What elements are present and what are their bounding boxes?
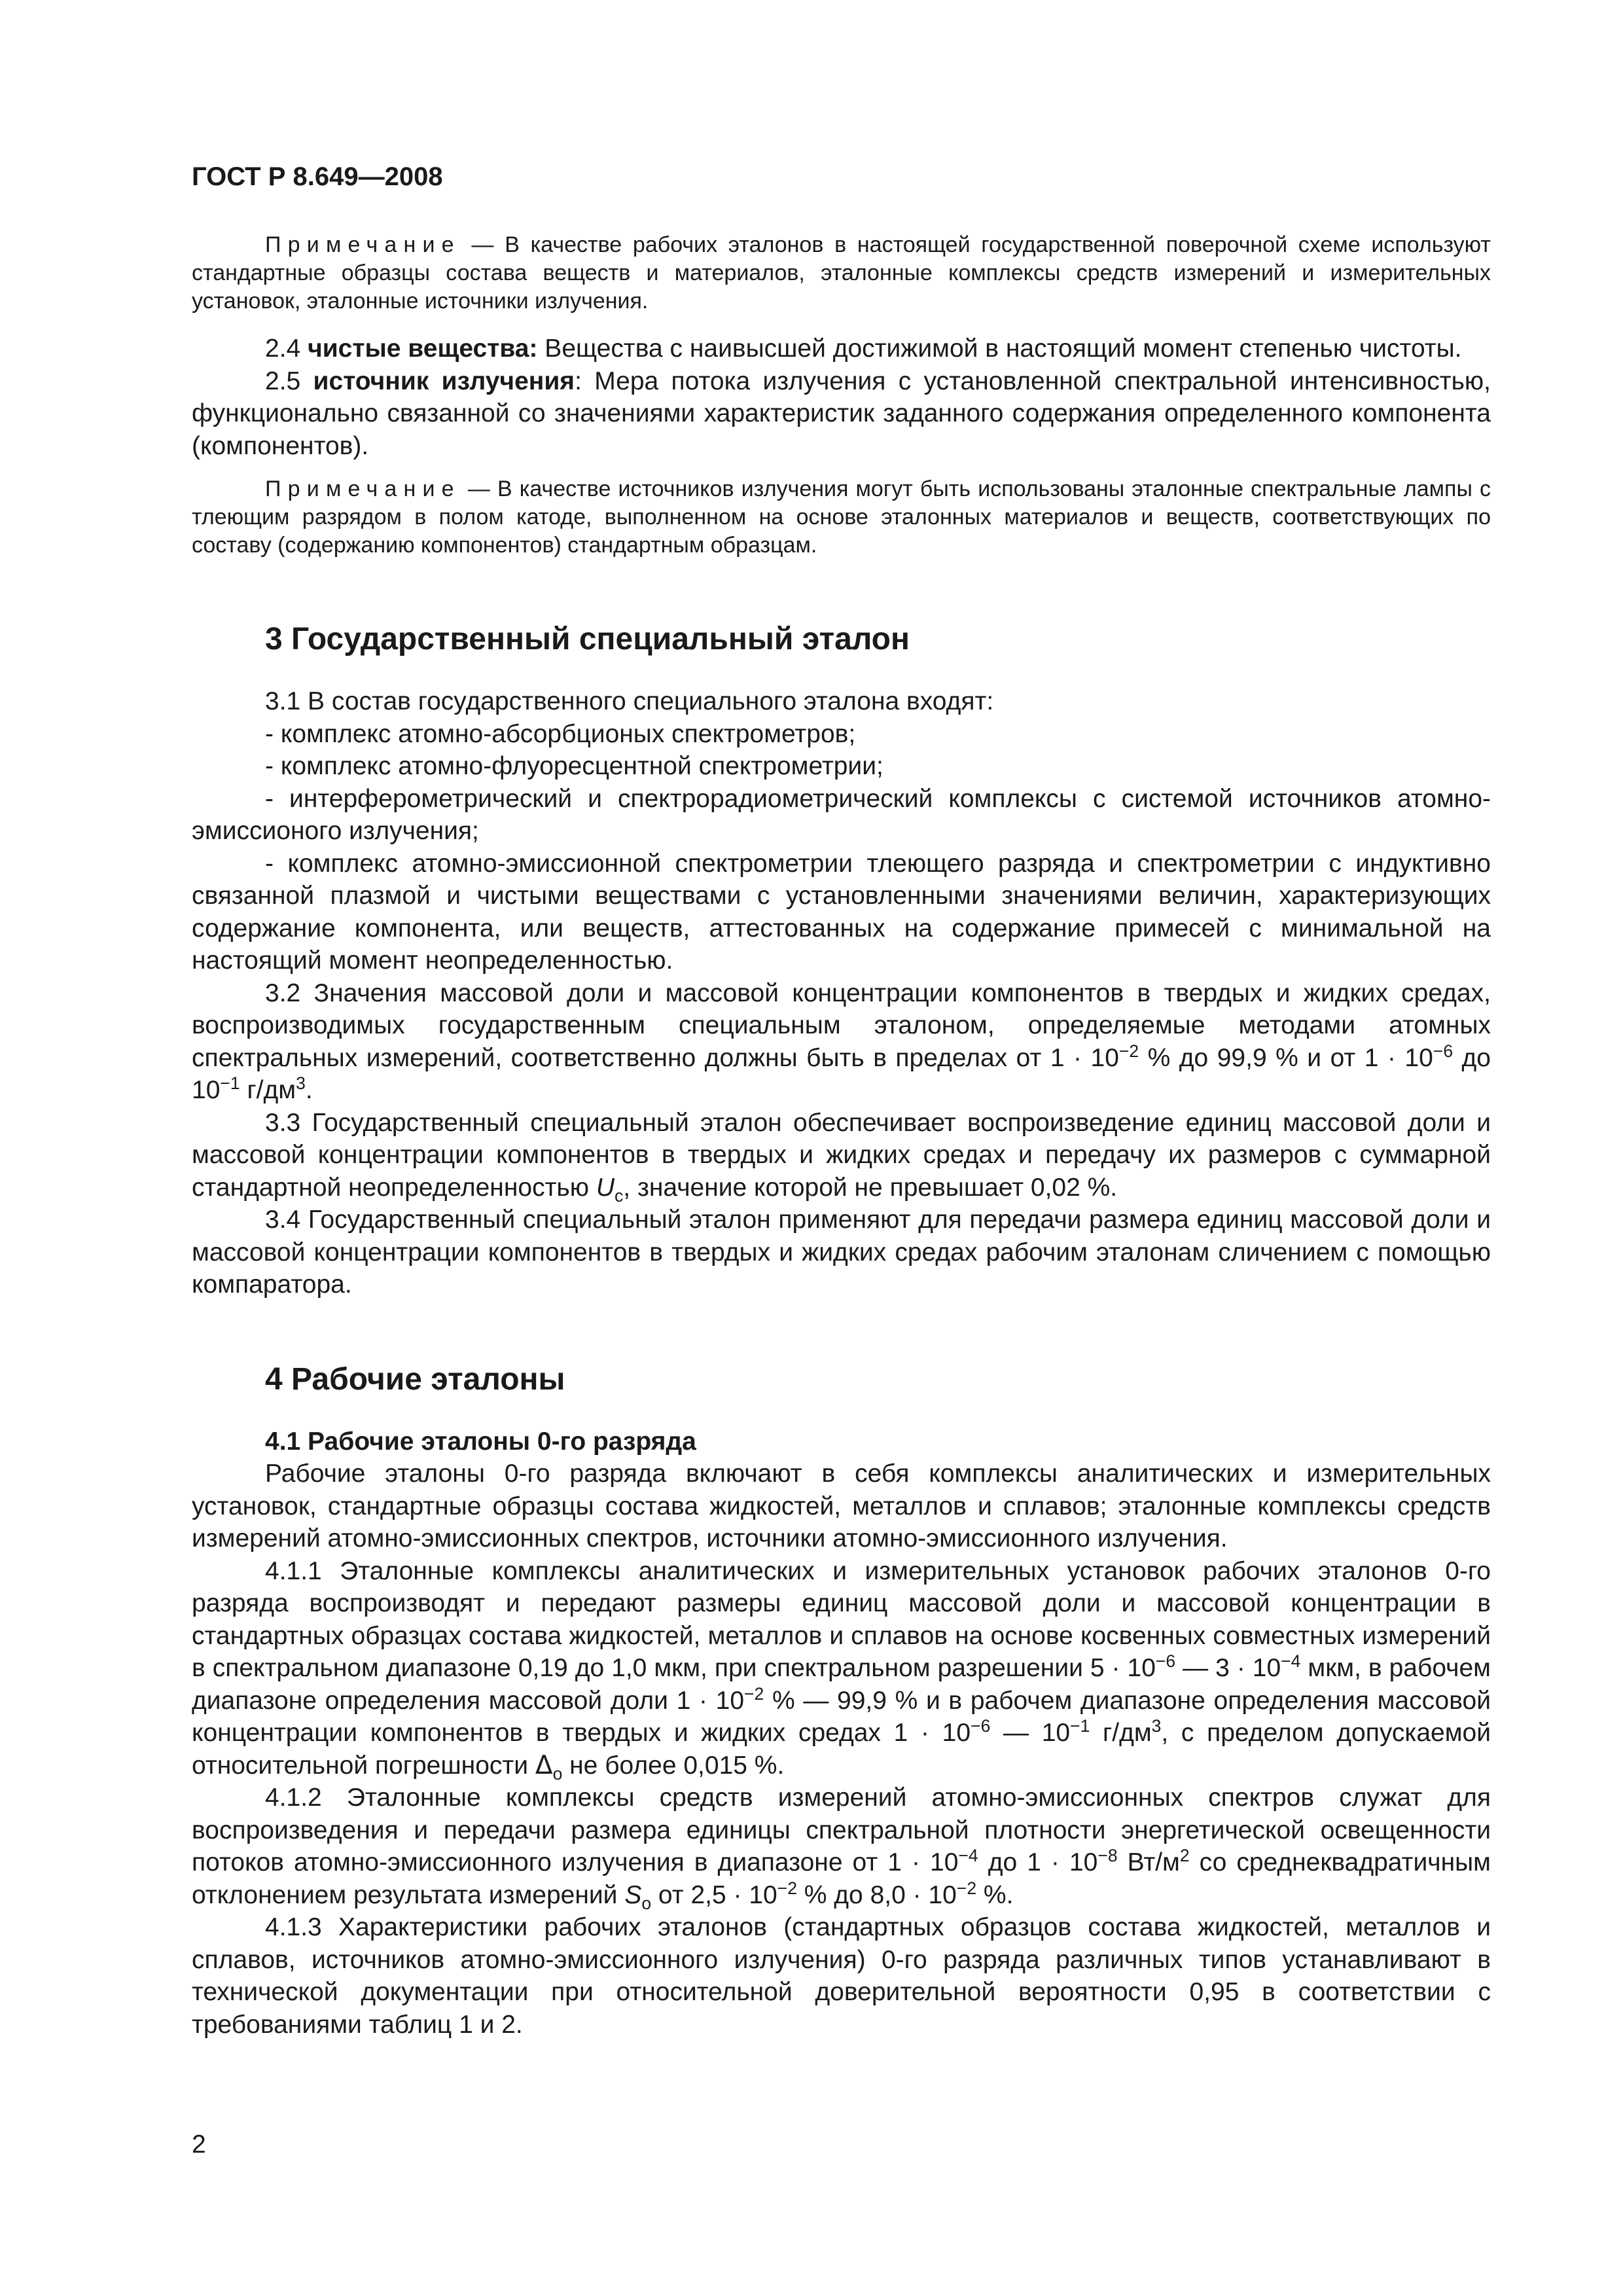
subsection-heading: 4.1 Рабочие эталоны 0-го разряда [265, 1427, 696, 1456]
document-page [192, 160, 1491, 2041]
definition-text: Вещества с наивысшей достижимой в настоящий момент степенью чистоты. [537, 334, 1462, 363]
definition-text: : Мера потока излучения с установленной спектральной интенсивностью, функционально связанной со значениями характеристик заданного содержания определенного компонента (компонентов). [192, 367, 1491, 460]
list-item: - комплекс атомно-абсорбционых спектрометров; [265, 719, 856, 748]
section-heading: 4 Рабочие эталоны [265, 1361, 565, 1397]
definition-2-4 [192, 332, 1491, 365]
definition-2-5 [192, 365, 1491, 463]
paragraph-4-1-1: 4.1.1 Эталонные комплексы аналитических и измерительных установок рабочих эталонов 0-го разряда воспроизводят и передают размеры единиц массовой доли и массовой концентрации в стандартных образцах состава жидкостей, металлов и сплавов на основе косвенных совместных измерений в спектральном диапазоне 0,19 до 1,0 мкм, при спектральном разрешении $5 \cdot 10^{-6}$ — $3 \cdot 10^{-4}$ мкм, в рабочем диапазоне определения массовой доли $1 \cdot 10^{-2}$ % — 99,9 % и в рабочем диапазоне определения массовой концентрации компонентов в твердых и жидких средах $1 \cdot 10^{-6}$ — $10^{-1}$ $г/дм^3$, с пределом допускаемой относительной погрешности $\Delta_о$ не более 0,015 %. [192, 1556, 1491, 1784]
clause-number: 2.4 [265, 334, 301, 363]
document-header: ГОСТ Р 8.649—2008 [192, 162, 443, 191]
paragraph-3-1: 3.1 В состав государственного специального эталона входят: [265, 687, 994, 715]
paragraph-3-3: 3.3 Государственный специальный эталон обеспечивает воспроизведение единиц массовой доли и массовой концентрации компонентов в твердых и жидких средах и передачу их размеров с суммарной стандартной неопределенностью $U_c$, значение которой не превышает 0,02 %. [192, 1108, 1491, 1206]
paragraph-4-1-3: 4.1.3 Характеристики рабочих эталонов (стандартных образцов состава жидкостей, металлов и сплавов, источников атомно-эмиссионного излучения) 0-го разряда различных типов устанавливают в технической документации при относительной доверительной вероятности 0,95 в соответствии с требованиями таблиц 1 и 2. [192, 1913, 1491, 2039]
list-item: - интерферометрический и спектрорадиометрический комплексы с системой источников атомно-эмиссионого излучения; [192, 784, 1491, 845]
term: чистые вещества: [308, 334, 538, 363]
section-heading: 3 Государственный специальный эталон [265, 622, 910, 656]
paragraph-4-1-2: 4.1.2 Эталонные комплексы средств измерений атомно-эмиссионных спектров служат для воспроизведения и передачи размера единицы спектральной плотности энергетической освещенности потоков атомно-эмиссионного излучения в диапазоне от $1 \cdot 10^{-4}$ до $1 \cdot 10^{-8}$ $Вт/м^2$ со среднеквадратичным отклонением результата измерений $S_о$ от $2,5 \cdot 10^{-2}$ % до $8,0 \cdot 10^{-2}$ %. [192, 1784, 1491, 1913]
note-label: Примечание [265, 232, 461, 257]
note-text: — В качестве источников излучения могут быть использованы эталонные спектральные лампы с тлеющим разрядом в полом катоде, выполненном на основе эталонных материалов и веществ, соответствующих по составу (содержанию компонентов) стандартным образцам. [192, 476, 1491, 558]
note-label: Примечание [265, 476, 461, 501]
paragraph-3-2: 3.2 Значения массовой доли и массовой концентрации компонентов в твердых и жидких средах, воспроизводимых государственным специальным эталоном, определяемые методами атомных спектральных измерений, соответственно должны быть в пределах от $1 \cdot 10^{-2}$ % до 99,9 % и от $1 \cdot 10^{-6}$ до $10^{-1}$ $г/дм^3$. [192, 978, 1491, 1104]
list-item: - комплекс атомно-флуоресцентной спектрометрии; [265, 752, 883, 780]
term: источник излучения [313, 367, 575, 395]
paragraph-3-4: 3.4 Государственный специальный эталон применяют для передачи размера единиц массовой доли и массовой концентрации компонентов в твердых и жидких средах рабочим эталонам сличением с помощью компаратора. [192, 1206, 1491, 1299]
note-paragraph [192, 475, 1491, 560]
note-paragraph [192, 231, 1491, 315]
clause-number: 2.5 [265, 367, 301, 395]
paragraph-4-1: Рабочие эталоны 0-го разряда включают в себя комплексы аналитических и измерительных установок, стандартные образцы состава жидкостей, металлов и сплавов; эталонные комплексы средств измерений атомно-эмиссионных спектров, источники атомно-эмиссионного излучения. [192, 1460, 1491, 1552]
note-text: — В качестве рабочих эталонов в настоящей государственной поверочной схеме используют стандартные образцы состава веществ и материалов, эталонные комплексы средств измерений и измерительных установок, эталонные источники излучения. [192, 232, 1491, 314]
page-number: 2 [192, 2130, 206, 2159]
list-item: - комплекс атомно-эмиссионной спектрометрии тлеющего разряда и спектрометрии с индуктивно связанной плазмой и чистыми веществами с установленными значениями величин, характеризующих содержание компонента, или веществ, аттестованных на содержание примесей с минимальной на настоящий момент неопределенностью. [192, 849, 1491, 975]
